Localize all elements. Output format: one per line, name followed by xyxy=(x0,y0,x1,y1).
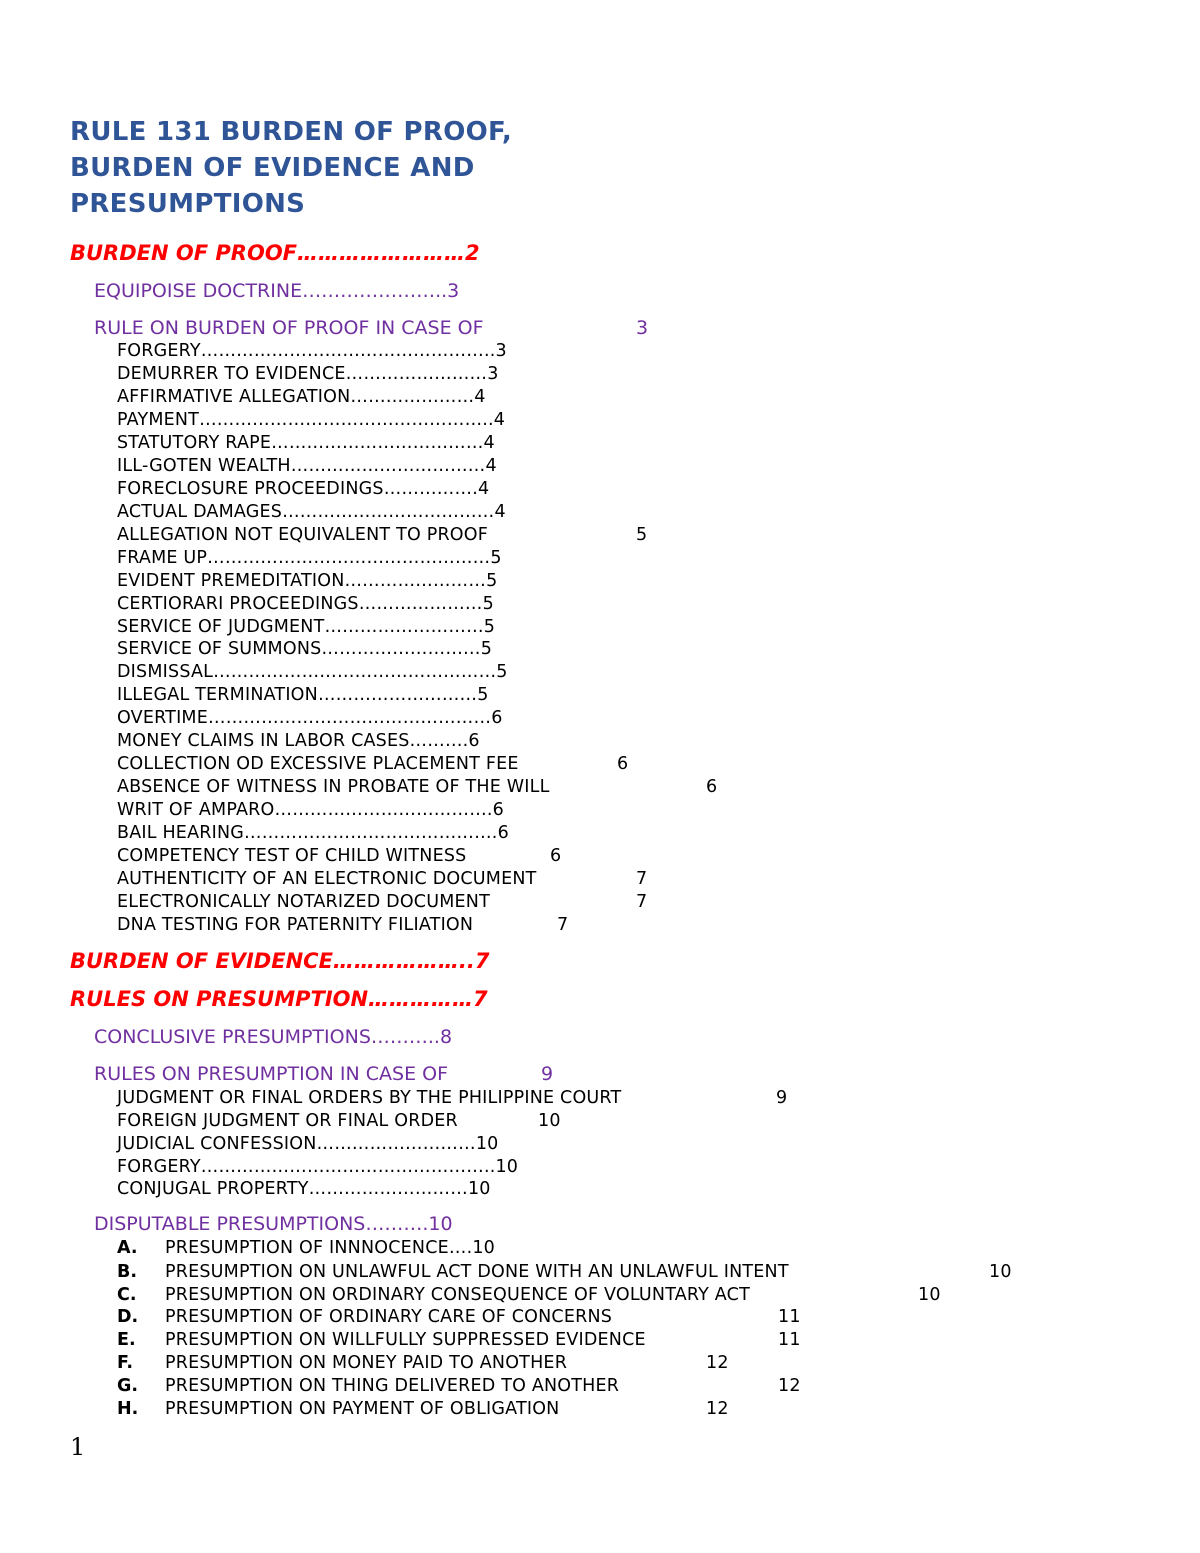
toc-item[interactable]: DEMURRER TO EVIDENCE……………………3 xyxy=(117,364,499,384)
toc-item[interactable]: SERVICE OF SUMMONS………………………5 xyxy=(117,639,493,659)
toc-item-page: 11 xyxy=(778,1307,801,1327)
toc-entry-rule-burden[interactable] xyxy=(94,317,484,339)
toc-item[interactable]: PRESUMPTION ON WILLFULLY SUPPRESSED EVIDENCE xyxy=(165,1330,646,1350)
toc-item[interactable]: PRESUMPTION ON MONEY PAID TO ANOTHER xyxy=(165,1353,568,1373)
list-letter: F. xyxy=(117,1353,134,1373)
toc-item[interactable]: PRESUMPTION ON PAYMENT OF OBLIGATION xyxy=(165,1399,560,1419)
toc-item[interactable]: COMPETENCY TEST OF CHILD WITNESS xyxy=(117,846,467,866)
toc-item-page: 7 xyxy=(636,892,648,912)
list-letter: C. xyxy=(117,1285,137,1305)
list-letter: B. xyxy=(117,1262,137,1282)
toc-item[interactable]: DNA TESTING FOR PATERNITY FILIATION xyxy=(117,915,474,935)
document-title xyxy=(70,114,512,222)
toc-item[interactable]: AUTHENTICITY OF AN ELECTRONIC DOCUMENT xyxy=(117,869,537,889)
toc-item-page: 12 xyxy=(778,1376,801,1396)
toc-item[interactable]: ELECTRONICALLY NOTARIZED DOCUMENT xyxy=(117,892,490,912)
toc-item[interactable]: EVIDENT PREMEDITATION……………………5 xyxy=(117,571,498,591)
toc-item-page: 10 xyxy=(918,1285,941,1305)
toc-heading-burden-of-evidence[interactable]: BURDEN OF EVIDENCE………………..7 xyxy=(70,949,490,973)
toc-item[interactable]: PRESUMPTION ON UNLAWFUL ACT DONE WITH AN UNLAWFUL INTENT xyxy=(165,1262,789,1282)
toc-item[interactable]: PRESUMPTION OF INNNOCENCE….10 xyxy=(165,1238,496,1258)
toc-item[interactable]: ILL-GOTEN WEALTH……………………………4 xyxy=(117,456,497,476)
toc-item-page: 12 xyxy=(706,1399,729,1419)
toc-entry-rules-presumption-case[interactable] xyxy=(94,1063,448,1085)
toc-item[interactable]: PRESUMPTION ON THING DELIVERED TO ANOTHER xyxy=(165,1376,620,1396)
list-letter: D. xyxy=(117,1307,139,1327)
toc-item-page: 6 xyxy=(617,754,629,774)
toc-item-page: 9 xyxy=(776,1088,788,1108)
toc-item[interactable]: PRESUMPTION ON ORDINARY CONSEQUENCE OF VOLUNTARY ACT xyxy=(165,1285,750,1305)
page-number: 1 xyxy=(70,1433,86,1461)
list-letter: H. xyxy=(117,1399,139,1419)
title-line-2: BURDEN OF EVIDENCE AND xyxy=(70,153,475,183)
toc-item-page: 7 xyxy=(636,869,648,889)
toc-item[interactable]: ILLEGAL TERMINATION………………………5 xyxy=(117,685,489,705)
toc-entry-page: 9 xyxy=(541,1063,554,1085)
toc-item[interactable]: JUDGMENT OR FINAL ORDERS BY THE PHILIPPINE COURT xyxy=(117,1088,622,1108)
toc-item[interactable]: STATUTORY RAPE………………………………4 xyxy=(117,433,495,453)
title-line-1: RULE 131 BURDEN OF PROOF, xyxy=(70,117,513,147)
toc-item-page: 10 xyxy=(989,1262,1012,1282)
toc-item[interactable]: ALLEGATION NOT EQUIVALENT TO PROOF xyxy=(117,525,489,545)
toc-item[interactable]: DISMISSAL…………………………………………5 xyxy=(117,662,508,682)
toc-item[interactable]: COLLECTION OD EXCESSIVE PLACEMENT FEE xyxy=(117,754,519,774)
toc-item[interactable]: CONJUGAL PROPERTY………………………10 xyxy=(117,1179,491,1199)
toc-item[interactable]: ACTUAL DAMAGES………………………………4 xyxy=(117,502,506,522)
toc-item[interactable]: BAIL HEARING…………………………………….6 xyxy=(117,823,509,843)
list-letter: G. xyxy=(117,1376,139,1396)
toc-item[interactable]: FRAME UP…………………………………………5 xyxy=(117,548,502,568)
toc-item[interactable]: FOREIGN JUDGMENT OR FINAL ORDER xyxy=(117,1111,458,1131)
toc-item[interactable]: MONEY CLAIMS IN LABOR CASES……….6 xyxy=(117,731,480,751)
list-letter: A. xyxy=(117,1238,138,1258)
toc-entry-page: 3 xyxy=(636,317,649,339)
toc-item[interactable]: CERTIORARI PROCEEDINGS…………………5 xyxy=(117,594,494,614)
toc-entry-disputable[interactable]: DISPUTABLE PRESUMPTIONS……….10 xyxy=(94,1213,453,1235)
toc-item[interactable]: OVERTIME…………………………………………6 xyxy=(117,708,503,728)
toc-item-page: 7 xyxy=(557,915,569,935)
toc-item[interactable]: AFFIRMATIVE ALLEGATION…………………4 xyxy=(117,387,486,407)
toc-entry-label: RULES ON PRESUMPTION IN CASE OF xyxy=(94,1063,449,1085)
toc-heading-burden-of-proof[interactable]: BURDEN OF PROOF……………………2 xyxy=(70,241,480,265)
toc-item[interactable]: PAYMENT…………………………………………..4 xyxy=(117,410,506,430)
toc-item[interactable]: JUDICIAL CONFESSION………………………10 xyxy=(117,1134,499,1154)
toc-item-page: 10 xyxy=(538,1111,561,1131)
toc-item[interactable]: FORECLOSURE PROCEEDINGS…………….4 xyxy=(117,479,490,499)
toc-item[interactable]: PRESUMPTION OF ORDINARY CARE OF CONCERNS xyxy=(165,1307,613,1327)
toc-item[interactable]: FORGERY…………………………………………..3 xyxy=(117,341,507,361)
toc-item-page: 6 xyxy=(550,846,562,866)
toc-entry-label: RULE ON BURDEN OF PROOF IN CASE OF xyxy=(94,317,484,339)
toc-item[interactable]: ABSENCE OF WITNESS IN PROBATE OF THE WILL xyxy=(117,777,550,797)
title-line-3: PRESUMPTIONS xyxy=(70,189,306,219)
toc-entry-equipoise[interactable]: EQUIPOISE DOCTRINE…………………..3 xyxy=(94,280,460,302)
toc-item-page: 5 xyxy=(636,525,648,545)
toc-item-page: 11 xyxy=(778,1330,801,1350)
toc-item[interactable]: WRIT OF AMPARO……………………………….6 xyxy=(117,800,504,820)
toc-entry-conclusive[interactable]: CONCLUSIVE PRESUMPTIONS………..8 xyxy=(94,1026,453,1048)
toc-item-page: 12 xyxy=(706,1353,729,1373)
list-letter: E. xyxy=(117,1330,136,1350)
toc-item-page: 6 xyxy=(706,777,718,797)
toc-item[interactable]: FORGERY…………………………………………..10 xyxy=(117,1157,519,1177)
toc-item[interactable]: SERVICE OF JUDGMENT………………………5 xyxy=(117,617,496,637)
toc-heading-rules-on-presumption[interactable]: RULES ON PRESUMPTION……………7 xyxy=(70,987,488,1011)
